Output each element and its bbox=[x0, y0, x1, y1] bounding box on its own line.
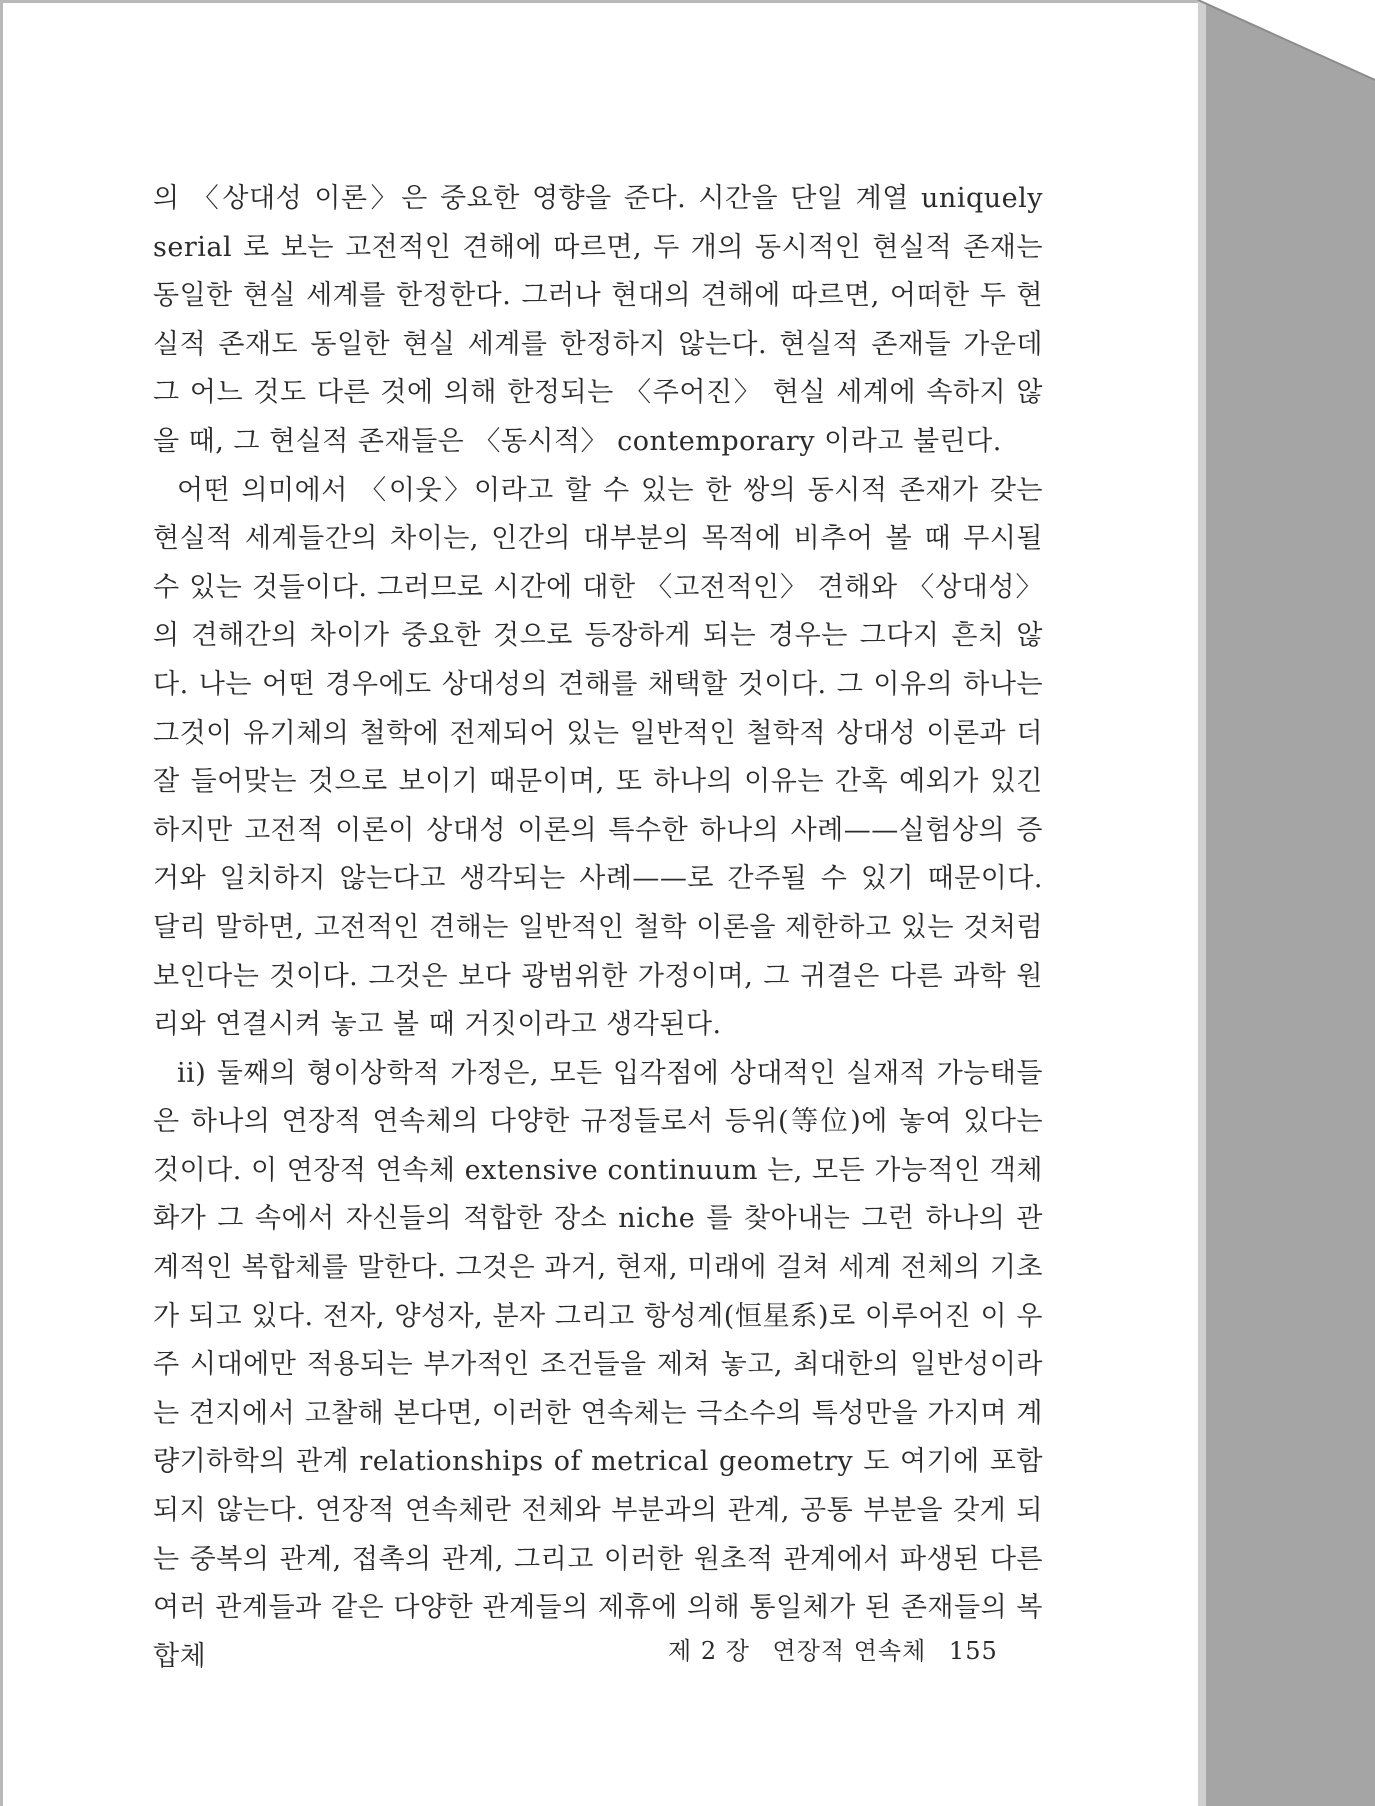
paragraph: 의 〈상대성 이론〉은 중요한 영향을 준다. 시간을 단일 계열 uniquely serial 로 보는 고전적인 견해에 따르면, 두 개의 동시적인 현실적 존재는 동일한 현실 세계를 한정한다. 그러나 현대의 견해에 따르면, 어떠한 두 현실적 존재도 동일한 현실 세계를 한정하지 않는다. 현실적 존재들 가운데 그 어느 것도 다른 것에 의해 한정되는 〈주어진〉 현실 세계에 속하지 않을 때, 그 현실적 존재들은 〈동시적〉 contemporary 이라고 불린다. bbox=[153, 183, 1043, 457]
page-number: 155 bbox=[948, 1637, 998, 1665]
running-footer bbox=[668, 1631, 1012, 1666]
chapter-label: 제 2 장 bbox=[668, 1637, 750, 1665]
paragraph: 어떤 의미에서 〈이웃〉이라고 할 수 있는 한 쌍의 동시적 존재가 갖는 현실적 세계들간의 차이는, 인간의 대부분의 목적에 비추어 볼 때 무시될 수 있는 것들이다. 그러므로 시간에 대한 〈고전적인〉 견해와 〈상대성〉의 견해간의 차이가 중요한 것으로 등장하게 되는 경우는 그다지 흔치 않다. 나는 어떤 경우에도 상대성의 견해를 채택할 것이다. 그 이유의 하나는 그것이 유기체의 철학에 전제되어 있는 일반적인 철학적 상대성 이론과 더 잘 들어맞는 것으로 보이기 때문이며, 또 하나의 이유는 간혹 예외가 있긴 하지만 고전적 이론이 상대성 이론의 특수한 하나의 사례——실험상의 증거와 일치하지 않는다고 생각되는 사례——로 간주될 수 있기 때문이다. 달리 말하면, 고전적인 견해는 일반적인 철학 이론을 제한하고 있는 것처럼 보인다는 것이다. 그것은 보다 광범위한 가정이며, 그 귀결은 다른 과학 원리와 연결시켜 놓고 볼 때 거짓이라고 생각된다. bbox=[153, 474, 1043, 1041]
chapter-title: 연장적 연속체 bbox=[772, 1637, 927, 1665]
paragraph: ii) 둘째의 형이상학적 가정은, 모든 입각점에 상대적인 실재적 가능태들은 하나의 연장적 연속체의 다양한 규정들로서 등위(等位)에 놓여 있다는 것이다. 이 연장적 연속체 extensive continuum 는, 모든 가능적인 객체화가 그 속에서 자신들의 적합한 장소 niche 를 찾아내는 그런 하나의 관계적인 복합체를 말한다. 그것은 과거, 현재, 미래에 걸쳐 세계 전체의 기초가 되고 있다. 전자, 양성자, 분자 그리고 항성계(恒星系)로 이루어진 이 우주 시대에만 적용되는 부가적인 조건들을 제쳐 놓고, 최대한의 일반성이라는 견지에서 고찰해 본다면, 이러한 연속체는 극소수의 특성만을 가지며 계량기하학의 관계 relationships of metrical geometry 도 여기에 포함되지 않는다. 연장적 연속체란 전체와 부분과의 관계, 공통 부분을 갖게 되는 중복의 관계, 접촉의 관계, 그리고 이러한 원초적 관계에서 파생된 다른 여러 관계들과 같은 다양한 관계들의 제휴에 의해 통일체가 된 존재들의 복합체 bbox=[153, 1057, 1043, 1672]
body-text bbox=[153, 175, 1043, 1681]
